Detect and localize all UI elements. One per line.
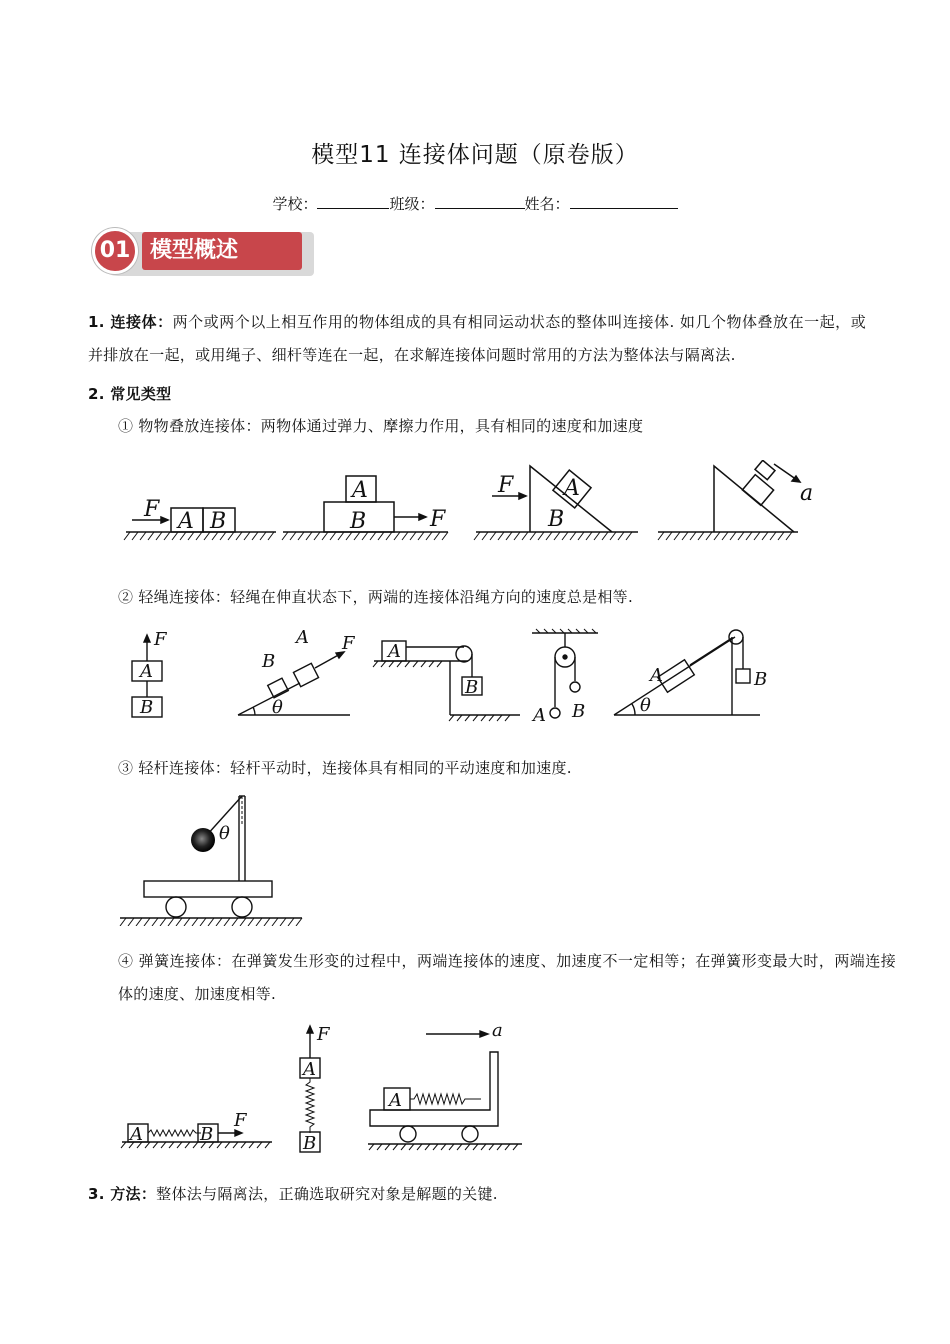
paragraph-2-head: 2. 常见类型: [88, 385, 172, 403]
label-B: B: [140, 697, 154, 718]
class-blank: [435, 194, 525, 209]
student-info-line: [0, 193, 950, 214]
type-2: ② 轻绳连接体：轻绳在伸直状态下，两端的连接体沿绳方向的速度总是相等.: [118, 588, 634, 606]
paragraph-3-text: 整体法与隔离法，正确选取研究对象是解题的关键.: [156, 1185, 498, 1203]
type-4: [88, 945, 896, 1011]
paragraph-3-head: 3. 方法：: [88, 1185, 157, 1203]
figure-spring: [120, 1022, 530, 1160]
section-header: [92, 228, 314, 276]
school-blank: [317, 194, 389, 209]
paragraph-3: [88, 1178, 866, 1211]
type-3: ③ 轻杆连接体：轻杆平动时，连接体具有相同的平动速度和加速度.: [118, 759, 572, 777]
label-a: a: [492, 1022, 503, 1041]
label-A: A: [140, 661, 153, 682]
class-label: 班级：: [389, 195, 435, 213]
figure-rope: [120, 625, 780, 725]
paragraph-1: [88, 306, 866, 372]
paragraph-1-text: 两个或两个以上相互作用的物体组成的具有相同运动状态的整体叫连接体. 如几个物体叠放在一起，或并排放在一起，或用绳子、细杆等连在一起，在求解连接体问题时常用的方法为整体法与隔离法.: [88, 313, 866, 364]
label-F: F: [342, 633, 355, 654]
label-A: A: [650, 665, 663, 686]
section-number: 01: [92, 228, 138, 274]
label-theta: θ: [272, 697, 283, 718]
label-A: A: [303, 1059, 316, 1080]
label-A: A: [388, 641, 401, 662]
label-B: B: [350, 509, 367, 534]
label-F: F: [498, 473, 514, 498]
label-F: F: [234, 1110, 247, 1131]
label-A: A: [533, 705, 546, 725]
label-A: A: [178, 509, 194, 534]
figure-stacking: [118, 460, 818, 550]
label-B: B: [548, 507, 565, 532]
label-A: A: [130, 1124, 143, 1145]
label-A: A: [389, 1090, 402, 1111]
label-B: B: [262, 651, 276, 672]
type-1: ① 物物叠放连接体：两物体通过弹力、摩擦力作用，具有相同的速度和加速度: [118, 417, 644, 435]
section-label: 模型概述: [142, 232, 302, 270]
page-title: 模型11 连接体问题（原卷版）: [311, 142, 639, 168]
label-F: F: [154, 629, 167, 650]
label-F: F: [144, 497, 160, 522]
label-a: a: [800, 481, 814, 506]
name-label: 姓名：: [524, 195, 570, 213]
label-B: B: [210, 509, 227, 534]
label-theta: θ: [640, 695, 651, 716]
school-label: 学校：: [272, 195, 318, 213]
paragraph-1-head: 1. 连接体：: [88, 313, 173, 331]
label-B: B: [303, 1133, 317, 1154]
label-A: A: [564, 476, 580, 501]
label-theta: θ: [219, 823, 230, 844]
figure-rod-cart: [118, 786, 318, 926]
label-A: A: [352, 478, 368, 503]
label-F: F: [430, 507, 446, 532]
label-B: B: [465, 677, 479, 698]
label-F: F: [317, 1024, 330, 1045]
type-4-text: ④ 弹簧连接体：在弹簧发生形变的过程中，两端连接体的速度、加速度不一定相等；在弹簧形变最大时，两端连接体的速度、加速度相等.: [118, 952, 896, 1003]
label-B: B: [200, 1124, 214, 1145]
name-blank: [570, 194, 678, 209]
label-B: B: [754, 669, 768, 690]
label-A: A: [296, 627, 309, 648]
label-B: B: [572, 701, 586, 722]
